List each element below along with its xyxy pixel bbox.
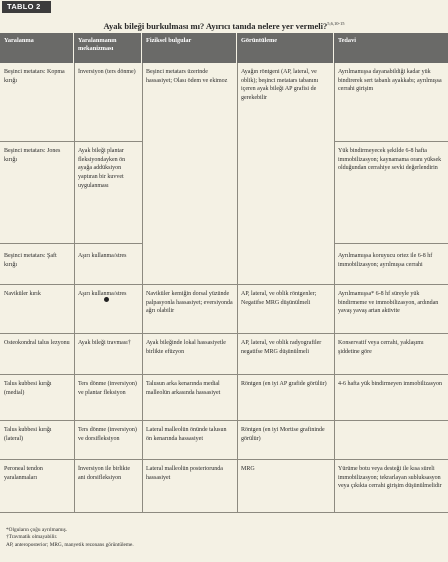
header-treatment: Tedavi (338, 37, 356, 44)
cell-treatment: Ayrılmamışsa* 6-8 hf süreyle yük bindirmeme ve immobilizasyon, ardından yavaş yavaş artan aktivite (338, 291, 439, 315)
cell-mechanism: Ters dönme (inversiyon) ve plantar fleksiyon (78, 381, 137, 396)
cell-injury: Osteokondral talus lezyonu (4, 340, 70, 346)
cell-treatment: Konservatif veya cerrahi, yaklaşımı şiddetine göre (338, 340, 424, 355)
cell-mechanism: Aşırı kullanma/stres (78, 291, 127, 297)
title-refs: 5,6,10-15 (327, 21, 345, 26)
cell-treatment: Ayrılmamışsa koruyucu ortez ile 6-8 hf immobilizasyon; ayrılmışsa cerrahi (338, 253, 433, 268)
title-text: Ayak bileği burkulması mı? Ayırıcı tanıda nelere yer vermeli? (103, 20, 328, 31)
cell-imaging: AP, lateral, ve oblik röntgenler; Negatifse MRG düşünülmeli (241, 291, 317, 306)
cell-findings: Ayak bileğinde lokal hassasiyetle birlikte efüzyon (146, 340, 226, 355)
cell-injury: Peroneal tendon yaralanmaları (4, 466, 43, 481)
cell-mechanism: Ayak bileği plantar fleksiyondayken ön ayağa addüksiyon yaptıran bir kuvvet uygulanması (78, 148, 126, 189)
table-header (0, 33, 448, 63)
cell-findings: Lateral malleolün önünde talusun ön kenarında hassasiyet (146, 427, 227, 442)
cell-mechanism: Aşırı kullanma/stres (78, 253, 127, 259)
cell-injury: Talus kubbesi kırığı (medial) (4, 381, 52, 396)
table-row (0, 421, 448, 460)
cell-imaging: MRG (241, 466, 255, 472)
mark-dot (104, 297, 109, 302)
cell-findings: Naviküler kemiğin dorsal yüzünde palpasyonla hassasiyet; eversiyonda ağrı olabilir (146, 291, 233, 315)
cell-treatment: Ayrılmamışsa dayanabildiği kadar yük bindirerek sert tabanlı ayakkabı; ayrılmışsa cerrahi girişim (338, 69, 442, 93)
header-injury: Yaralanma (0, 33, 74, 63)
header-imaging: Görüntüleme (237, 33, 334, 63)
cell-findings: Talusun arka kenarında medial malleolün arkasında hassasiyet (146, 381, 221, 396)
cell-injury: Beşinci metatars: Şaft kırığı (4, 253, 57, 268)
footnote: †Travmatik olmayabilir. (6, 534, 58, 541)
header-mechanism: Yaralanmanın mekanizması (74, 33, 142, 63)
table-row (0, 285, 448, 334)
table-tag: TABLO 2 (2, 1, 51, 13)
cell-treatment: Yük bindirmeyecek şekilde 6-8 hafta immobilizasyon; kaynamama oranı yüksek olduğundan cerrahiye sevki değerlendirin (338, 148, 442, 172)
cell-mechanism: Ayak bileği travması† (78, 340, 131, 346)
cell-injury: Beşinci metatars: Kopma kırığı (4, 69, 65, 84)
cell-treatment (334, 421, 448, 431)
header-findings: Fiziksel bulgular (142, 33, 237, 63)
cell-injury: Talus kubbesi kırığı (lateral) (4, 427, 52, 442)
cell-treatment: 4-6 hafta yük bindirmeyen immobilizasyon (338, 381, 442, 387)
cell-treatment: Yürüme botu veya desteği ile kısa süreli immobilizasyon; tekrarlayan subluksasyon veya çıkıkta cerrahi girişim düşünülmelidir (338, 466, 442, 490)
cell-injury: Beşinci metatars: Jones kırığı (4, 148, 61, 163)
table-row (0, 334, 448, 375)
footnote: *Olguların çoğu ayrılmamış. (6, 527, 68, 533)
cell-imaging: Röntgen (en iyi AP grafide görülür) (241, 381, 327, 387)
cell-mechanism: İnversiyon (ters dönme) (78, 69, 136, 75)
cell-imaging: AP, lateral, ve oblik radyografiler negatifse MRG düşünülmeli (241, 340, 322, 355)
table-row (0, 460, 448, 513)
cell-imaging-span: Ayağın röntgeni (AP, lateral, ve oblik); beşinci metatars tabanını içeren ayak bileği AP grafisi de gerekebilir (241, 69, 319, 102)
cell-injury: Naviküler kırık (4, 291, 41, 297)
table-row (0, 244, 448, 284)
cell-findings: Beşinci metatars üzerinde hassasiyet; Olası ödem ve ekimoz (146, 69, 228, 84)
table-row (0, 375, 448, 421)
table-row (0, 63, 448, 141)
footnote: AP, anteroposterior; MRG, manyetik rezonans görüntüleme. (6, 541, 134, 548)
cell-findings: Lateral malleolün posteriorunda hassasiyet (146, 466, 223, 481)
footnotes (6, 527, 446, 549)
cell-mechanism: İnversiyon ile birlikte ani dorsifleksiyon (78, 466, 130, 481)
table-title (0, 14, 448, 33)
cell-mechanism: Ters dönme (inversiyon) ve dorsifleksiyon (78, 427, 137, 442)
cell-imaging: Röntgen (en iyi Mortise grafininde görülür) (241, 427, 325, 442)
table-row (0, 142, 448, 243)
